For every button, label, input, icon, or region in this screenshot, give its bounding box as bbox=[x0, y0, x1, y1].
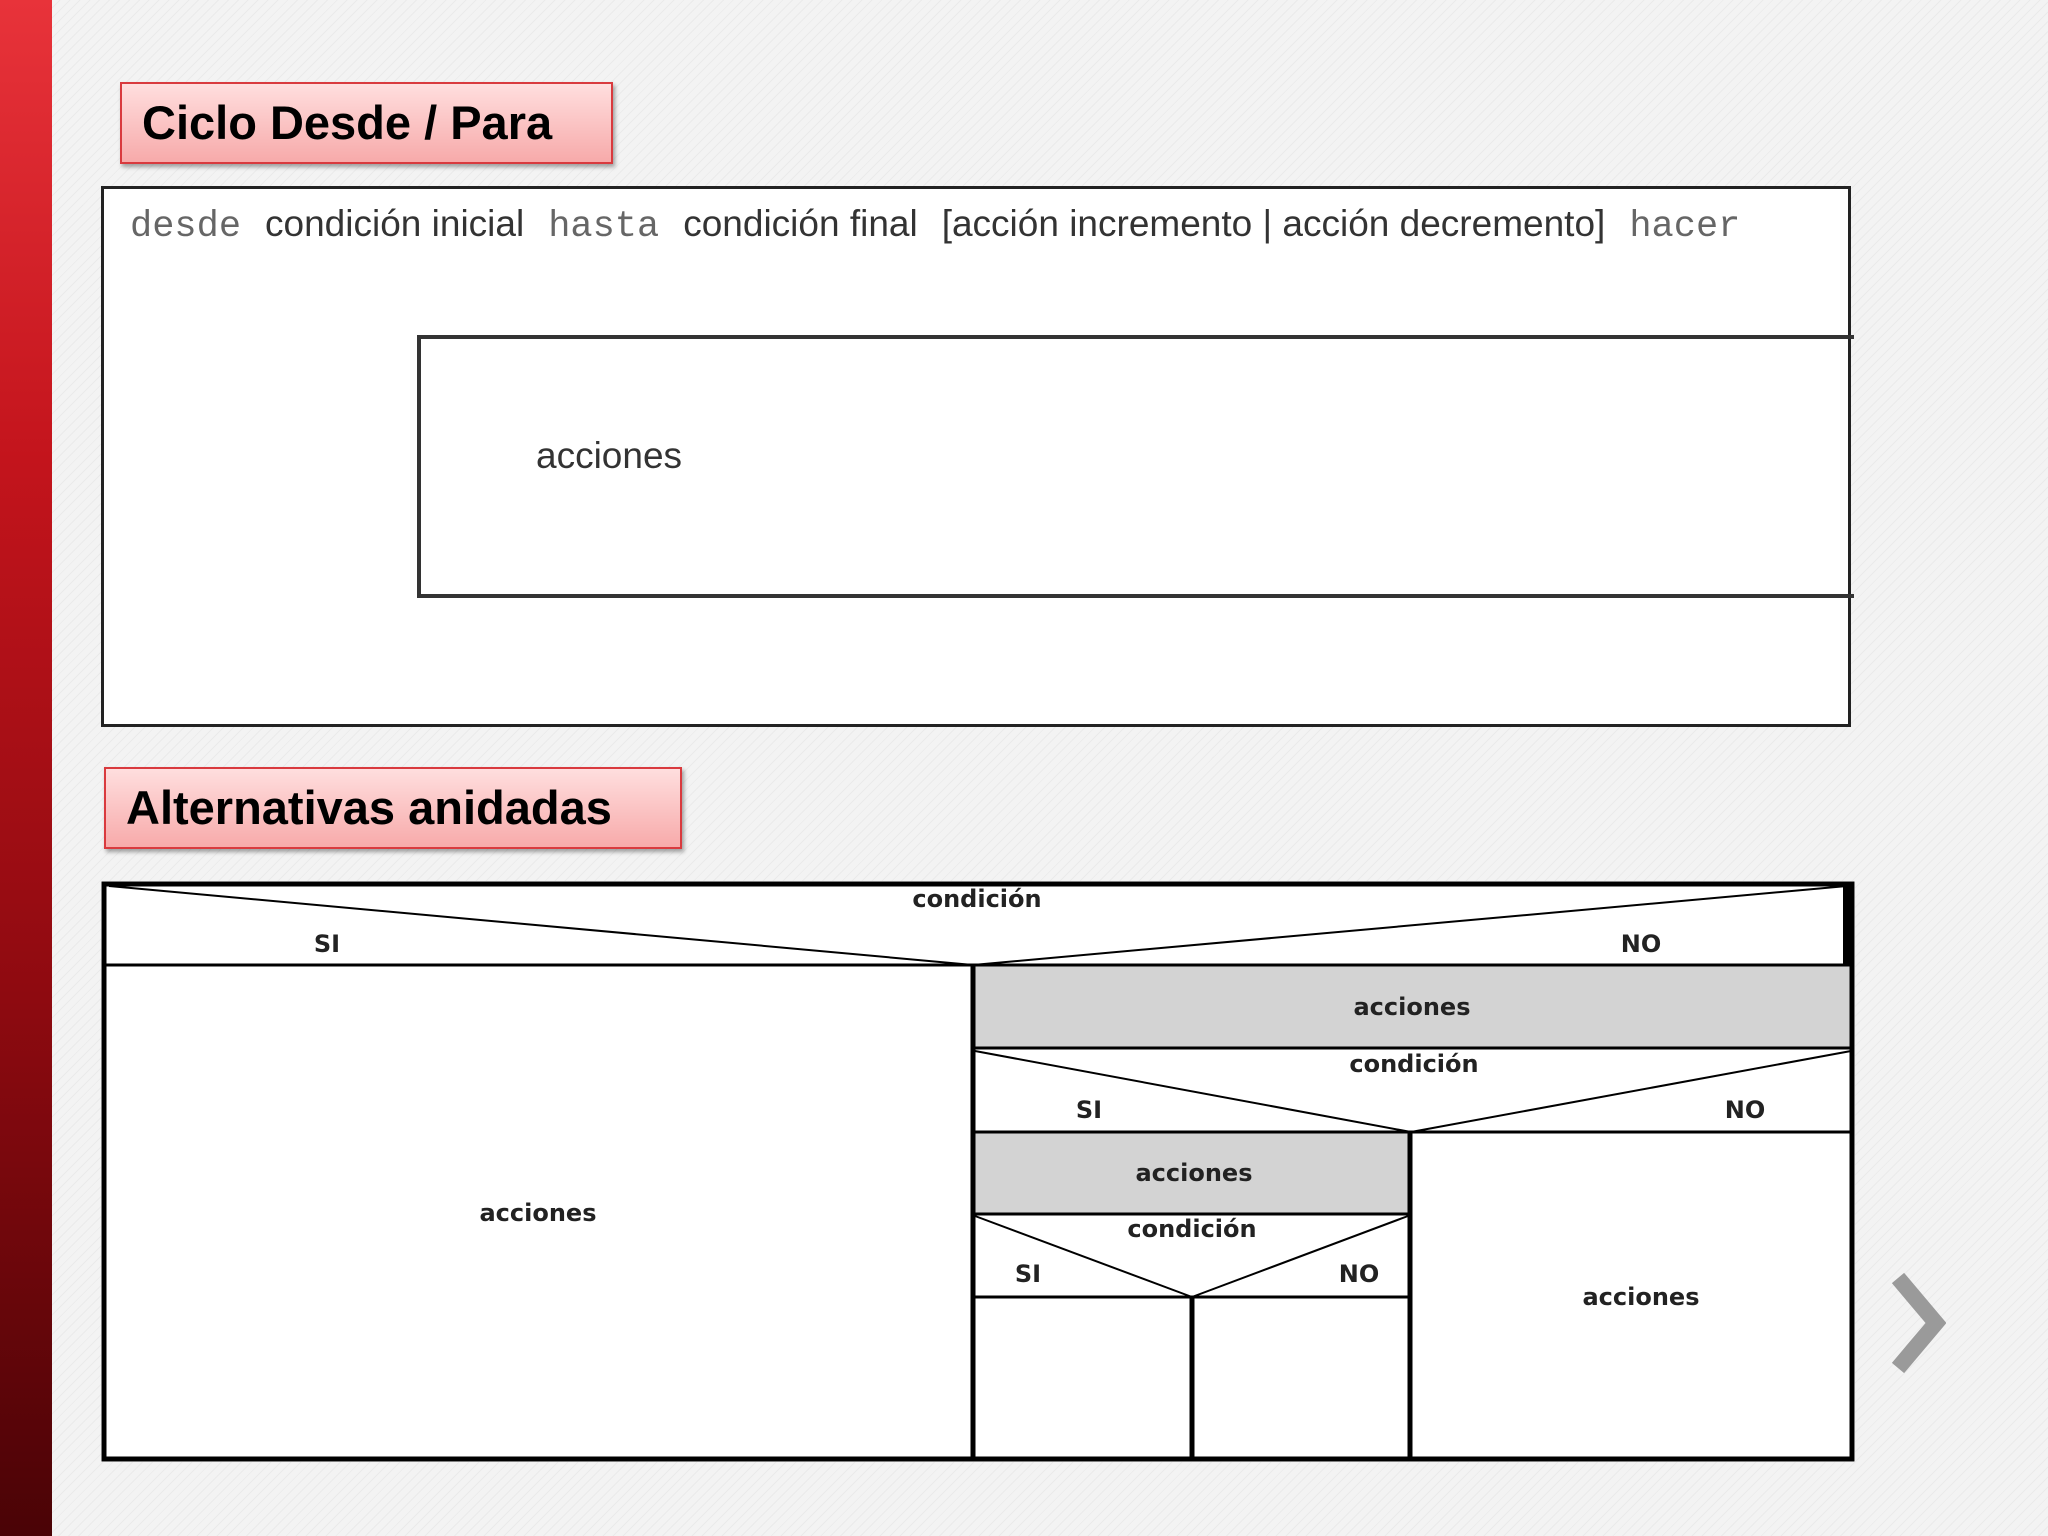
level1-no-label: NO bbox=[1620, 930, 1662, 958]
nested-alternatives-diagram bbox=[101, 881, 1855, 1462]
for-loop-diagram bbox=[101, 186, 1851, 727]
level3-si-label: SI bbox=[1014, 1260, 1042, 1288]
loop-body-acciones: acciones bbox=[536, 435, 683, 476]
condicion-final-label: condición final bbox=[683, 203, 918, 244]
chevron-right-icon[interactable] bbox=[1886, 1268, 1946, 1378]
level2-si-label: SI bbox=[1075, 1096, 1103, 1124]
level3-acciones-label: acciones bbox=[1135, 1159, 1253, 1187]
level2-no-label: NO bbox=[1724, 1096, 1766, 1124]
level1-condicion-label: condición bbox=[912, 885, 1042, 913]
condicion-inicial-label: condición inicial bbox=[265, 203, 525, 244]
level1-si-label: SI bbox=[313, 930, 341, 958]
level1-si-acciones: acciones bbox=[479, 1199, 597, 1227]
keyword-hacer: hacer bbox=[1629, 206, 1741, 248]
keyword-desde: desde bbox=[130, 206, 242, 248]
level2-no-acciones: acciones bbox=[1582, 1283, 1700, 1311]
level3-no-label: NO bbox=[1338, 1260, 1380, 1288]
nassi-shneiderman-chart bbox=[101, 881, 1855, 1462]
for-loop-syntax-line bbox=[130, 201, 1740, 250]
title-alternativas-anidadas: Alternativas anidadas bbox=[104, 767, 682, 849]
side-accent-bar bbox=[0, 0, 52, 1536]
title-ciclo-desde-para: Ciclo Desde / Para bbox=[120, 82, 613, 164]
keyword-hasta: hasta bbox=[548, 206, 660, 248]
accion-paso-label: [acción incremento | acción decremento] bbox=[941, 203, 1606, 244]
level2-acciones-label: acciones bbox=[1353, 993, 1471, 1021]
loop-body-box bbox=[417, 335, 1854, 598]
level3-condicion-label: condición bbox=[1127, 1215, 1257, 1243]
level2-condicion-label: condición bbox=[1349, 1050, 1479, 1078]
